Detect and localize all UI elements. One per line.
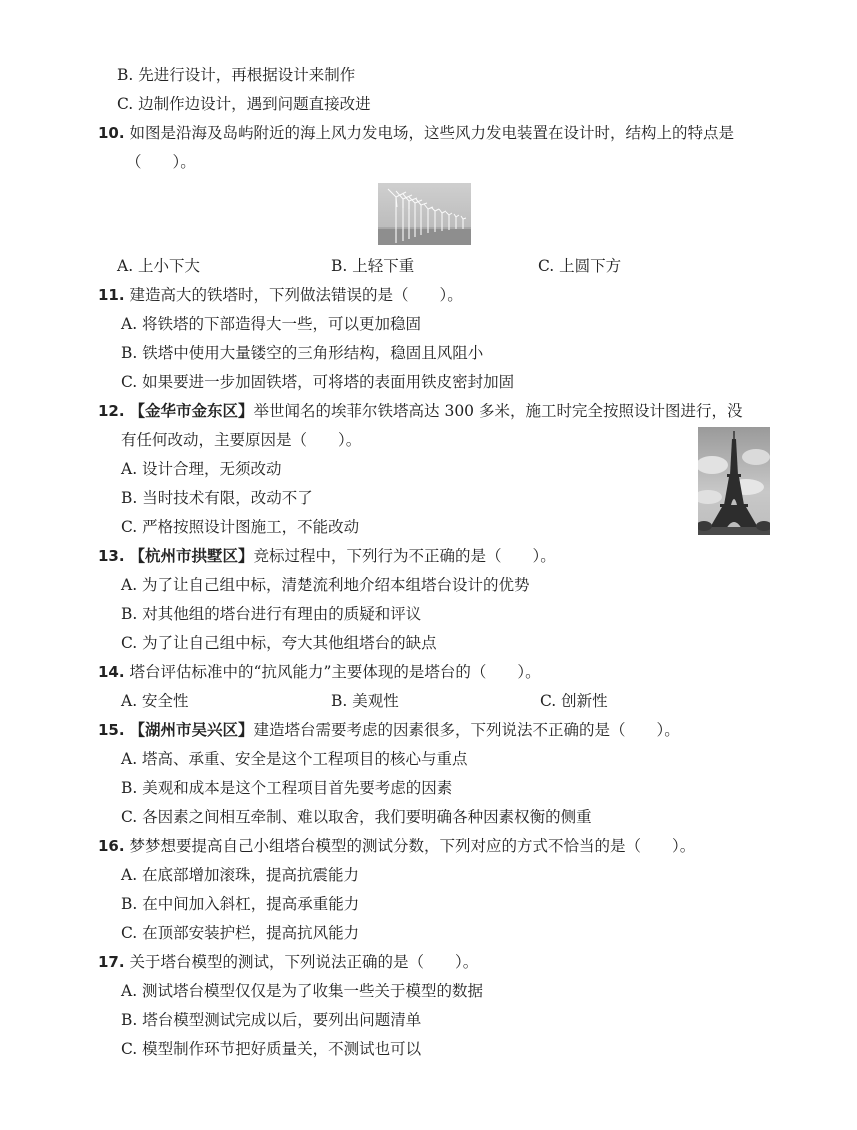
- q13-stem-text: 竞标过程中，下列行为不正确的是（ ）。: [253, 547, 556, 565]
- q16-option-b: B. 在中间加入斜杠，提高承重能力: [121, 895, 360, 913]
- q15-option-a: A. 塔高、承重、安全是这个工程项目的核心与重点: [121, 750, 468, 768]
- q14-stem: [98, 662, 541, 682]
- q17-option-c: C. 模型制作环节把好质量关，不测试也可以: [121, 1040, 422, 1058]
- q16-number: 16.: [98, 837, 125, 855]
- q11-option-a: A. 将铁塔的下部造得大一些，可以更加稳固: [121, 315, 422, 333]
- q15-stem: [98, 720, 680, 740]
- q16-stem-text: 梦梦想要提高自己小组塔台模型的测试分数，下列对应的方式不恰当的是（ ）。: [129, 837, 696, 855]
- q13-stem: [98, 546, 556, 566]
- q12-stem-line2: 有任何改动，主要原因是（ ）。: [121, 431, 362, 449]
- q17-number: 17.: [98, 953, 125, 971]
- q10-number: 10.: [98, 124, 125, 142]
- q10-stem-line2: （ ）。: [126, 153, 196, 171]
- q12-stem-text: 举世闻名的埃菲尔铁塔高达 300 多米，施工时完全按照设计图进行，没: [253, 402, 743, 420]
- wind-farm-photo: [378, 183, 471, 245]
- q11-stem-text: 建造高大的铁塔时，下列做法错误的是（ ）。: [129, 286, 463, 304]
- q17-option-b: B. 塔台模型测试完成以后，要列出问题清单: [121, 1011, 422, 1029]
- q14-option-c: C. 创新性: [540, 692, 608, 710]
- q11-option-c: C. 如果要进一步加固铁塔，可将塔的表面用铁皮密封加固: [121, 373, 515, 391]
- q16-option-c: C. 在顶部安装护栏，提高抗风能力: [121, 924, 360, 942]
- q12-option-a: A. 设计合理，无须改动: [121, 460, 282, 478]
- q10-stem-text: 如图是沿海及岛屿附近的海上风力发电场，这些风力发电装置在设计时，结构上的特点是: [129, 124, 735, 142]
- q13-option-c: C. 为了让自己组中标，夸大其他组塔台的缺点: [121, 634, 437, 652]
- q15-option-c: C. 各因素之间相互牵制、难以取舍，我们要明确各种因素权衡的侧重: [121, 808, 592, 826]
- q13-option-a: A. 为了让自己组中标，清楚流利地介绍本组塔台设计的优势: [121, 576, 530, 594]
- q11-number: 11.: [98, 286, 125, 304]
- q15-region-tag: 【湖州市吴兴区】: [129, 720, 254, 739]
- q10-option-b: B. 上轻下重: [331, 257, 415, 275]
- q12-option-c: C. 严格按照设计图施工，不能改动: [121, 518, 360, 536]
- q11-stem: [98, 285, 463, 305]
- q15-option-b: B. 美观和成本是这个工程项目首先要考虑的因素: [121, 779, 453, 797]
- q17-option-a: A. 测试塔台模型仅仅是为了收集一些关于模型的数据: [121, 982, 484, 1000]
- q12-region-tag: 【金华市金东区】: [129, 401, 254, 420]
- q16-option-a: A. 在底部增加滚珠，提高抗震能力: [121, 866, 360, 884]
- q14-number: 14.: [98, 663, 125, 681]
- q14-option-b: B. 美观性: [331, 692, 399, 710]
- q16-stem: [98, 836, 695, 856]
- q17-stem: [98, 952, 478, 972]
- q14-option-a: A. 安全性: [121, 692, 189, 710]
- q14-stem-text: 塔台评估标准中的“抗风能力”主要体现的是塔台的（ ）。: [129, 663, 541, 681]
- q12-number: 12.: [98, 402, 125, 420]
- q10-option-c: C. 上圆下方: [538, 257, 622, 275]
- q17-stem-text: 关于塔台模型的测试，下列说法正确的是（ ）。: [129, 953, 479, 971]
- q13-option-b: B. 对其他组的塔台进行有理由的质疑和评议: [121, 605, 422, 623]
- q9-option-c: C. 边制作边设计，遇到问题直接改进: [117, 95, 371, 113]
- q12-option-b: B. 当时技术有限，改动不了: [121, 489, 313, 507]
- q15-stem-text: 建造塔台需要考虑的因素很多，下列说法不正确的是（ ）。: [253, 721, 680, 739]
- q12-stem-line1: [98, 401, 742, 421]
- q10-option-a: A. 上小下大: [117, 257, 201, 275]
- q13-number: 13.: [98, 547, 125, 565]
- q13-region-tag: 【杭州市拱墅区】: [129, 546, 254, 565]
- q15-number: 15.: [98, 721, 125, 739]
- q9-option-b: B. 先进行设计，再根据设计来制作: [117, 66, 356, 84]
- eiffel-tower-photo: [698, 427, 770, 535]
- q10-stem-line1: [98, 123, 734, 143]
- q11-option-b: B. 铁塔中使用大量镂空的三角形结构，稳固且风阻小: [121, 344, 484, 362]
